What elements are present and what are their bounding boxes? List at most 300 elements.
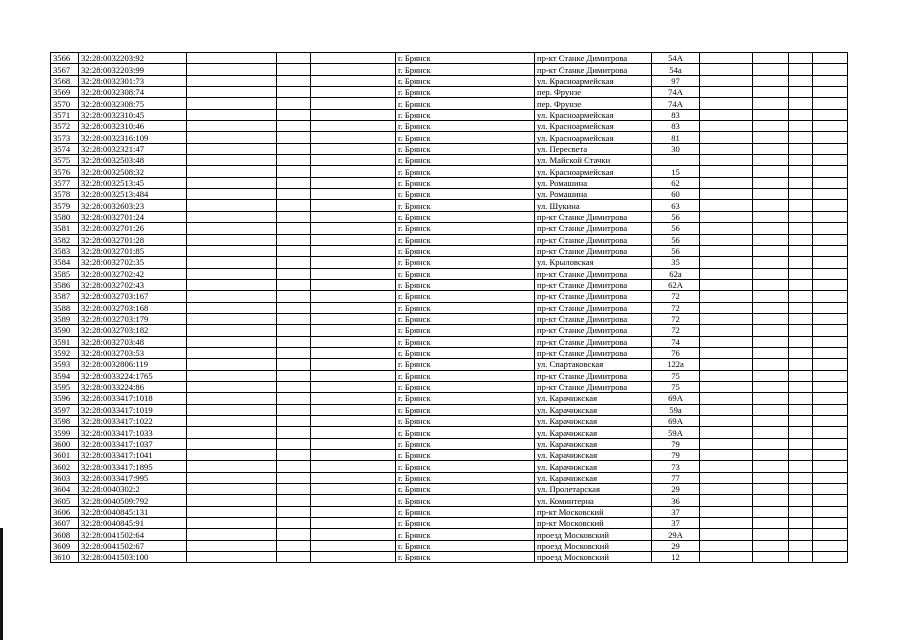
cadastral-number-cell: 32:28:0040509:792 — [79, 495, 187, 506]
empty-cell — [187, 495, 277, 506]
empty-cell — [753, 552, 789, 563]
empty-cell — [813, 245, 848, 256]
empty-cell — [753, 529, 789, 540]
house-number-cell: 15 — [652, 166, 700, 177]
table-row — [51, 268, 848, 279]
row-number-cell: 3570 — [51, 98, 79, 109]
empty-cell — [311, 552, 396, 563]
city-cell: г. Брянск — [396, 450, 535, 461]
cadastral-number-cell: 32:28:0032703:53 — [79, 347, 187, 358]
empty-cell — [813, 121, 848, 132]
city-cell: г. Брянск — [396, 75, 535, 86]
street-cell: ул. Карачижская — [535, 461, 652, 472]
cadastral-number-cell: 32:28:0032701:24 — [79, 211, 187, 222]
street-cell: ул. Коминтерна — [535, 495, 652, 506]
empty-cell — [187, 427, 277, 438]
table-row — [51, 347, 848, 358]
empty-cell — [813, 552, 848, 563]
empty-cell — [311, 438, 396, 449]
street-cell: ул. Карачижская — [535, 404, 652, 415]
empty-cell — [187, 472, 277, 483]
house-number-cell: 62а — [652, 268, 700, 279]
house-number-cell: 75 — [652, 370, 700, 381]
empty-cell — [700, 223, 753, 234]
empty-cell — [311, 87, 396, 98]
empty-cell — [311, 518, 396, 529]
city-cell: г. Брянск — [396, 53, 535, 64]
row-number-cell: 3592 — [51, 347, 79, 358]
empty-cell — [789, 336, 813, 347]
street-cell: ул. Карачижская — [535, 416, 652, 427]
empty-cell — [277, 257, 311, 268]
street-cell: ул. Красноармейская — [535, 109, 652, 120]
street-cell: пер. Фрунзе — [535, 87, 652, 98]
street-cell: пр-кт Станке Димитрова — [535, 370, 652, 381]
empty-cell — [813, 132, 848, 143]
table-row — [51, 234, 848, 245]
cadastral-number-cell: 32:28:0033417:1041 — [79, 450, 187, 461]
row-number-cell: 3575 — [51, 155, 79, 166]
table-row — [51, 87, 848, 98]
empty-cell — [311, 98, 396, 109]
cadastral-number-cell: 32:28:0032701:26 — [79, 223, 187, 234]
cadastral-number-cell: 32:28:0032702:35 — [79, 257, 187, 268]
empty-cell — [187, 370, 277, 381]
address-table — [50, 52, 848, 563]
row-number-cell: 3573 — [51, 132, 79, 143]
house-number-cell: 29 — [652, 484, 700, 495]
empty-cell — [813, 155, 848, 166]
city-cell: г. Брянск — [396, 404, 535, 415]
empty-cell — [700, 484, 753, 495]
city-cell: г. Брянск — [396, 529, 535, 540]
empty-cell — [277, 325, 311, 336]
empty-cell — [277, 189, 311, 200]
street-cell: пр-кт Станке Димитрова — [535, 313, 652, 324]
empty-cell — [277, 245, 311, 256]
empty-cell — [753, 450, 789, 461]
street-cell: ул. Карачижская — [535, 450, 652, 461]
empty-cell — [187, 245, 277, 256]
row-number-cell: 3578 — [51, 189, 79, 200]
cadastral-number-cell: 32:28:0032513:484 — [79, 189, 187, 200]
empty-cell — [311, 109, 396, 120]
empty-cell — [813, 472, 848, 483]
empty-cell — [700, 177, 753, 188]
row-number-cell: 3579 — [51, 200, 79, 211]
empty-cell — [311, 75, 396, 86]
cadastral-number-cell: 32:28:0032701:85 — [79, 245, 187, 256]
empty-cell — [311, 484, 396, 495]
house-number-cell: 122а — [652, 359, 700, 370]
table-row — [51, 166, 848, 177]
house-number-cell: 56 — [652, 234, 700, 245]
city-cell: г. Брянск — [396, 472, 535, 483]
row-number-cell: 3589 — [51, 313, 79, 324]
row-number-cell: 3594 — [51, 370, 79, 381]
empty-cell — [700, 506, 753, 517]
empty-cell — [277, 291, 311, 302]
street-cell: ул. Карачижская — [535, 427, 652, 438]
cadastral-number-cell: 32:28:0032702:43 — [79, 279, 187, 290]
cadastral-number-cell: 32:28:0041502:67 — [79, 540, 187, 551]
empty-cell — [813, 461, 848, 472]
cadastral-number-cell: 32:28:0032703:167 — [79, 291, 187, 302]
empty-cell — [187, 506, 277, 517]
empty-cell — [789, 155, 813, 166]
empty-cell — [789, 359, 813, 370]
empty-cell — [187, 291, 277, 302]
empty-cell — [789, 381, 813, 392]
empty-cell — [277, 381, 311, 392]
empty-cell — [700, 438, 753, 449]
empty-cell — [789, 461, 813, 472]
house-number-cell: 72 — [652, 302, 700, 313]
row-number-cell: 3586 — [51, 279, 79, 290]
empty-cell — [700, 132, 753, 143]
house-number-cell: 37 — [652, 518, 700, 529]
city-cell: г. Брянск — [396, 484, 535, 495]
row-number-cell: 3603 — [51, 472, 79, 483]
empty-cell — [753, 98, 789, 109]
street-cell: пер. Фрунзе — [535, 98, 652, 109]
cadastral-number-cell: 32:28:0033417:1037 — [79, 438, 187, 449]
empty-cell — [700, 552, 753, 563]
table-row — [51, 393, 848, 404]
empty-cell — [187, 98, 277, 109]
empty-cell — [277, 211, 311, 222]
empty-cell — [187, 381, 277, 392]
empty-cell — [789, 268, 813, 279]
empty-cell — [753, 268, 789, 279]
empty-cell — [789, 53, 813, 64]
empty-cell — [311, 381, 396, 392]
city-cell: г. Брянск — [396, 359, 535, 370]
table-row — [51, 427, 848, 438]
city-cell: г. Брянск — [396, 552, 535, 563]
row-number-cell: 3583 — [51, 245, 79, 256]
empty-cell — [789, 177, 813, 188]
empty-cell — [813, 189, 848, 200]
empty-cell — [813, 381, 848, 392]
empty-cell — [700, 189, 753, 200]
empty-cell — [277, 200, 311, 211]
cadastral-number-cell: 32:28:0033417:1895 — [79, 461, 187, 472]
empty-cell — [311, 336, 396, 347]
empty-cell — [753, 234, 789, 245]
street-cell: ул. Пересвета — [535, 143, 652, 154]
house-number-cell: 74А — [652, 87, 700, 98]
house-number-cell: 12 — [652, 552, 700, 563]
empty-cell — [311, 155, 396, 166]
empty-cell — [311, 291, 396, 302]
cadastral-number-cell: 32:28:0032513:45 — [79, 177, 187, 188]
city-cell: г. Брянск — [396, 64, 535, 75]
empty-cell — [277, 529, 311, 540]
empty-cell — [700, 495, 753, 506]
row-number-cell: 3608 — [51, 529, 79, 540]
street-cell: пр-кт Станке Димитрова — [535, 245, 652, 256]
row-number-cell: 3597 — [51, 404, 79, 415]
empty-cell — [700, 87, 753, 98]
empty-cell — [789, 540, 813, 551]
empty-cell — [753, 506, 789, 517]
empty-cell — [753, 461, 789, 472]
empty-cell — [187, 75, 277, 86]
empty-cell — [187, 540, 277, 551]
empty-cell — [813, 540, 848, 551]
empty-cell — [753, 393, 789, 404]
empty-cell — [277, 302, 311, 313]
empty-cell — [277, 370, 311, 381]
empty-cell — [813, 325, 848, 336]
empty-cell — [789, 245, 813, 256]
empty-cell — [813, 427, 848, 438]
row-number-cell: 3609 — [51, 540, 79, 551]
empty-cell — [700, 200, 753, 211]
empty-cell — [277, 98, 311, 109]
empty-cell — [753, 370, 789, 381]
city-cell: г. Брянск — [396, 189, 535, 200]
empty-cell — [789, 223, 813, 234]
empty-cell — [789, 313, 813, 324]
empty-cell — [789, 450, 813, 461]
street-cell: ул. Ромашина — [535, 177, 652, 188]
empty-cell — [187, 416, 277, 427]
empty-cell — [311, 393, 396, 404]
table-row — [51, 143, 848, 154]
city-cell: г. Брянск — [396, 200, 535, 211]
street-cell: пр-кт Станке Димитрова — [535, 223, 652, 234]
city-cell: г. Брянск — [396, 393, 535, 404]
cadastral-number-cell: 32:28:0032703:48 — [79, 336, 187, 347]
row-number-cell: 3585 — [51, 268, 79, 279]
empty-cell — [187, 166, 277, 177]
row-number-cell: 3571 — [51, 109, 79, 120]
empty-cell — [187, 223, 277, 234]
empty-cell — [789, 484, 813, 495]
cadastral-number-cell: 32:28:0032508:32 — [79, 166, 187, 177]
table-row — [51, 53, 848, 64]
cadastral-number-cell: 32:28:0040302:2 — [79, 484, 187, 495]
empty-cell — [813, 370, 848, 381]
empty-cell — [789, 302, 813, 313]
city-cell: г. Брянск — [396, 325, 535, 336]
empty-cell — [813, 438, 848, 449]
table-row — [51, 313, 848, 324]
page-edge-mark — [0, 528, 3, 640]
street-cell: ул. Крыловская — [535, 257, 652, 268]
street-cell: ул. Пролетарская — [535, 484, 652, 495]
empty-cell — [187, 177, 277, 188]
empty-cell — [187, 393, 277, 404]
empty-cell — [187, 211, 277, 222]
city-cell: г. Брянск — [396, 461, 535, 472]
empty-cell — [700, 211, 753, 222]
row-number-cell: 3584 — [51, 257, 79, 268]
empty-cell — [277, 359, 311, 370]
city-cell: г. Брянск — [396, 223, 535, 234]
house-number-cell: 35 — [652, 257, 700, 268]
empty-cell — [789, 370, 813, 381]
empty-cell — [700, 359, 753, 370]
house-number-cell: 56 — [652, 211, 700, 222]
table-row — [51, 291, 848, 302]
empty-cell — [277, 506, 311, 517]
empty-cell — [277, 484, 311, 495]
empty-cell — [753, 189, 789, 200]
empty-cell — [277, 279, 311, 290]
cadastral-number-cell: 32:28:0032310:45 — [79, 109, 187, 120]
city-cell: г. Брянск — [396, 313, 535, 324]
table-row — [51, 245, 848, 256]
empty-cell — [813, 143, 848, 154]
empty-cell — [789, 109, 813, 120]
empty-cell — [187, 132, 277, 143]
street-cell: проезд Московский — [535, 540, 652, 551]
empty-cell — [753, 132, 789, 143]
empty-cell — [700, 472, 753, 483]
empty-cell — [753, 109, 789, 120]
row-number-cell: 3593 — [51, 359, 79, 370]
empty-cell — [813, 200, 848, 211]
city-cell: г. Брянск — [396, 506, 535, 517]
empty-cell — [753, 404, 789, 415]
empty-cell — [311, 506, 396, 517]
empty-cell — [187, 336, 277, 347]
empty-cell — [311, 416, 396, 427]
empty-cell — [813, 404, 848, 415]
table-row — [51, 450, 848, 461]
city-cell: г. Брянск — [396, 518, 535, 529]
empty-cell — [311, 302, 396, 313]
empty-cell — [187, 109, 277, 120]
empty-cell — [813, 98, 848, 109]
city-cell: г. Брянск — [396, 257, 535, 268]
street-cell: пр-кт Станке Димитрова — [535, 347, 652, 358]
street-cell: проезд Московский — [535, 552, 652, 563]
cadastral-number-cell: 32:28:0032203:92 — [79, 53, 187, 64]
empty-cell — [753, 155, 789, 166]
house-number-cell: 59А — [652, 427, 700, 438]
empty-cell — [277, 313, 311, 324]
empty-cell — [789, 87, 813, 98]
empty-cell — [789, 291, 813, 302]
street-cell: ул. Шукина — [535, 200, 652, 211]
street-cell: пр-кт Станке Димитрова — [535, 302, 652, 313]
house-number-cell: 72 — [652, 313, 700, 324]
empty-cell — [277, 404, 311, 415]
city-cell: г. Брянск — [396, 98, 535, 109]
empty-cell — [789, 75, 813, 86]
empty-cell — [813, 336, 848, 347]
table-row — [51, 121, 848, 132]
empty-cell — [753, 427, 789, 438]
empty-cell — [789, 552, 813, 563]
table-row — [51, 155, 848, 166]
house-number-cell: 29А — [652, 529, 700, 540]
empty-cell — [311, 245, 396, 256]
cadastral-number-cell: 32:28:0032321:47 — [79, 143, 187, 154]
empty-cell — [700, 370, 753, 381]
empty-cell — [753, 166, 789, 177]
empty-cell — [813, 313, 848, 324]
empty-cell — [753, 416, 789, 427]
empty-cell — [789, 211, 813, 222]
street-cell: пр-кт Московский — [535, 506, 652, 517]
empty-cell — [311, 461, 396, 472]
house-number-cell: 63 — [652, 200, 700, 211]
empty-cell — [753, 87, 789, 98]
cadastral-number-cell: 32:28:0032308:75 — [79, 98, 187, 109]
row-number-cell: 3574 — [51, 143, 79, 154]
empty-cell — [753, 245, 789, 256]
empty-cell — [789, 416, 813, 427]
row-number-cell: 3602 — [51, 461, 79, 472]
street-cell: проезд Московский — [535, 529, 652, 540]
street-cell: пр-кт Станке Димитрова — [535, 64, 652, 75]
empty-cell — [311, 540, 396, 551]
house-number-cell: 69А — [652, 416, 700, 427]
cadastral-number-cell: 32:28:0032316:109 — [79, 132, 187, 143]
empty-cell — [700, 381, 753, 392]
street-cell: пр-кт Московский — [535, 518, 652, 529]
empty-cell — [277, 472, 311, 483]
row-number-cell: 3595 — [51, 381, 79, 392]
empty-cell — [187, 484, 277, 495]
table-row — [51, 336, 848, 347]
empty-cell — [277, 75, 311, 86]
house-number-cell: 56 — [652, 223, 700, 234]
empty-cell — [311, 177, 396, 188]
empty-cell — [277, 347, 311, 358]
row-number-cell: 3588 — [51, 302, 79, 313]
row-number-cell: 3601 — [51, 450, 79, 461]
city-cell: г. Брянск — [396, 211, 535, 222]
empty-cell — [813, 177, 848, 188]
table-row — [51, 109, 848, 120]
house-number-cell: 54А — [652, 53, 700, 64]
row-number-cell: 3576 — [51, 166, 79, 177]
street-cell: ул. Майской Стачки — [535, 155, 652, 166]
empty-cell — [311, 53, 396, 64]
table-row — [51, 472, 848, 483]
row-number-cell: 3568 — [51, 75, 79, 86]
empty-cell — [187, 200, 277, 211]
empty-cell — [311, 268, 396, 279]
empty-cell — [187, 552, 277, 563]
table-row — [51, 98, 848, 109]
cadastral-number-cell: 32:28:0032702:42 — [79, 268, 187, 279]
empty-cell — [187, 325, 277, 336]
empty-cell — [813, 359, 848, 370]
street-cell: пр-кт Станке Димитрова — [535, 325, 652, 336]
empty-cell — [311, 279, 396, 290]
empty-cell — [753, 302, 789, 313]
empty-cell — [813, 53, 848, 64]
empty-cell — [700, 450, 753, 461]
empty-cell — [187, 87, 277, 98]
street-cell: пр-кт Станке Димитрова — [535, 211, 652, 222]
house-number-cell: 74 — [652, 336, 700, 347]
empty-cell — [789, 257, 813, 268]
empty-cell — [813, 234, 848, 245]
empty-cell — [311, 211, 396, 222]
house-number-cell: 62А — [652, 279, 700, 290]
empty-cell — [277, 336, 311, 347]
city-cell: г. Брянск — [396, 302, 535, 313]
house-number-cell: 72 — [652, 291, 700, 302]
